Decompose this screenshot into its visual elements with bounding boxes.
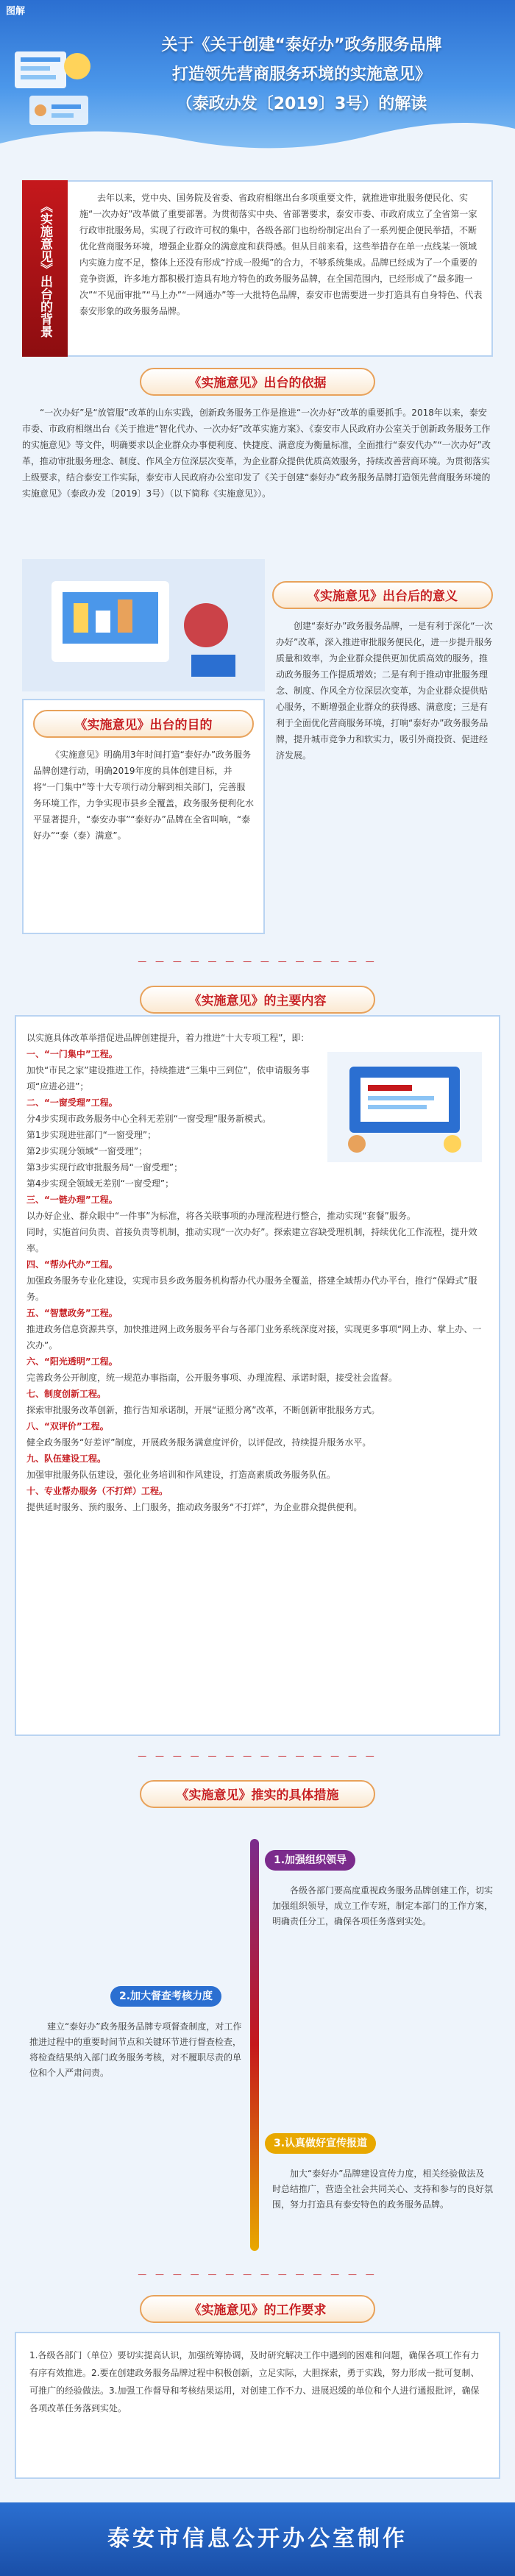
main-text-item: 推进政务信息资源共享，加快推进网上政务服务平台与各部门业务系统深度对接，实现更多事项“网上办、掌上办、一次办”。 [26, 1324, 482, 1351]
background-text: 去年以来，党中央、国务院及省委、省政府相继出台多项重要文件，就推进审批服务便民化、实施“一次办好”改革做了重要部署。为贯彻落实中央、省部署要求，泰安市委、市政府成立了全省第一家行政审批服务局，实现了行政许可权的集中，各级各部门也纷纷制定出台了一系列便企便民举措，不断优化营商服务环境，增强企业群众的满意度和获得感。但从目前来看，这些举措存在单一点线某一领域内实施力度不足，整体上还没有形成“拧成一股绳”的合力，不够系统集成。品牌已经成为了一个重要的竞争资源，许多地方都积极打造具有地方特色的政务服务品牌，在全国范围内，已经形成了“最多跑一次”“不见面审批”“马上办”“一网通办”等一大批特色品牌，泰安市也需要进一步打造具有自身特色、代表泰安形象的政务服务品牌。 [79, 193, 483, 316]
meaning-illustration-icon [22, 559, 265, 691]
main-illustration-icon [327, 1052, 482, 1162]
measure-step-text: 各级各部门要高度重视政务服务品牌创建工作，切实加强组织领导，成立工作专班，制定本部门的工作方案，明确责任分工，确保各项任务落到实处。 [272, 1885, 494, 1926]
measure-step-label: 1.加强组织领导 [265, 1850, 355, 1871]
footer-credit: 泰安市信息公开办公室制作 [0, 2502, 515, 2576]
main-heading-item: 一、“一门集中”工程。 [26, 1049, 118, 1059]
measures-timeline [250, 1839, 259, 2251]
main-heading-item: 三、“一链办理”工程。 [26, 1195, 118, 1205]
purpose-section-title: 《实施意见》出台的目的 [33, 710, 254, 738]
main-text-item: 健全政务服务“好差评”制度，开展政务服务满意度评价，以评促改，持续提升服务水平。 [26, 1437, 372, 1448]
measure-step-text: 建立“泰好办”政务服务品牌专项督查制度，对工作推进过程中的重要时间节点和关键环节进行督查检查，将检查结果纳入部门政务服务考核，对不履职尽责的单位和个人严肃问责。 [29, 2021, 242, 2078]
measure-step-label: 2.加大督查考核力度 [110, 1986, 221, 2007]
basis-text: “一次办好”是“放管服”改革的山东实践，创新政务服务工作是推进“一次办好”改革的重要抓手。2018年以来，泰安市委、市政府相继出台《关于推进“智化代办、一次办好”改革实施方案》、《泰安市人民政府办公室关于创新政务服务工作的实施意见》等文件，明确要求以企业群众办事便利度、快捷度、满意度为衡量标准，全面推行“泰安代办”“一次办好”改革，推动审批服务理念、制度、作风全方位深层次变革，为企业群众提供优质高效服务，持续改善营商环境。为贯彻落实上级要求，结合泰安工作实际，泰安市人民政府办公室印发了《关于创建“泰好办”政务服务品牌打造领先营商服务环境的实施意见》（泰政办发〔2019〕3号）（以下简称《实施意见》）。 [22, 408, 491, 499]
main-text-item: 以实施具体改革举措促进品牌创建提升，着力推进“十大专项工程”，即： [26, 1033, 310, 1043]
main-text-item: 以办好企业、群众眼中“一件事”为标准，将各关联事项的办理流程进行整合，推动实现“套餐”服务。 [26, 1211, 416, 1221]
page-title [103, 31, 500, 119]
main-heading-item: 十、专业帮办服务（不打烊）工程。 [26, 1486, 168, 1496]
basis-section-title: 《实施意见》出台的依据 [140, 368, 375, 396]
requirements-section-title: 《实施意见》的工作要求 [140, 2295, 375, 2323]
title-line-2: 打造领先营商服务环境的实施意见》 [171, 65, 431, 84]
main-text-item: 加强政务服务专业化建设，实现市县乡政务服务机构帮办代办服务全覆盖，搭建全域帮办代办平台，推行“保姆式”服务。 [26, 1275, 477, 1302]
main-text-item: 第4步实现全领域无差别“一窗受理”； [26, 1178, 174, 1189]
main-text-item: 提供延时服务、预约服务、上门服务，推动政务服务“不打烊”，为企业群众提供便利。 [26, 1502, 363, 1512]
main-heading-item: 八、“双评价”工程。 [26, 1421, 109, 1431]
title-line-3: （泰政办发〔2019〕3号）的解读 [176, 95, 427, 113]
purpose-text: 《实施意见》明确用3年时间打造“泰好办”政务服务品牌创建行动，明确2019年度的具体创建目标，并将“一门集中”等十大专项行动分解到相关部门，完善服务环境工作，力争实现市县乡全覆盖，政务服务便利化水平显著提升，“泰安办事”“泰好办”品牌在全省叫响，“泰好办”“泰（泰）满意”。 [33, 750, 255, 841]
main-heading-item: 五、“智慧政务”工程。 [26, 1308, 118, 1318]
main-text-item: 探索审批服务改革创新，推行告知承诺制，开展“证照分离”改革，不断创新审批服务方式。 [26, 1405, 380, 1415]
main-text-item: 第1步实现进驻部门“一窗受理”； [26, 1130, 157, 1140]
main-text-item: 同时，实施首问负责、首接负责等机制，推动实现“一次办好”。探索建立容缺受理机制，持续优化工作流程，提升效率。 [26, 1227, 477, 1253]
background-side-label: 《实施意见》出台的背景 [22, 180, 68, 357]
main-heading-item: 九、队伍建设工程。 [26, 1454, 107, 1464]
main-text-item: 分4步实现市政务服务中心全科无差别“一窗受理”服务新模式。 [26, 1114, 271, 1124]
meaning-text: 创建“泰好办”政务服务品牌，一是有利于深化“一次办好”改革，深入推进审批服务便民化，进一步提升服务质量和效率，为企业群众提供更加优质高效的服务，推动政务服务工作提质增效；二是有利于推动审批服务理念、制度、作风全方位深层次变革，为企业群众提供贴心服务，不断增强企业群众的获得感、满意度；三是有利于全面优化营商服务环境，打响“泰好办”政务服务品牌，提升城市竞争力和软实力，吸引外商投资、促进经济发展。 [276, 621, 493, 761]
header-hill-decoration [0, 114, 515, 158]
main-heading-item: 二、“一窗受理”工程。 [26, 1097, 118, 1108]
main-section-title: 《实施意见》的主要内容 [140, 986, 375, 1014]
main-text-item: 加强审批服务队伍建设，强化业务培训和作风建设，打造高素质政务服务队伍。 [26, 1470, 336, 1480]
measure-step-text: 加大“泰好办”品牌建设宣传力度，相关经验做法及时总结推广，营造全社会共同关心、支持和参与的良好氛围，努力打造具有泰安特色的政务服务品牌。 [272, 2168, 494, 2210]
title-line-1: 关于《关于创建“泰好办”政务服务品牌 [161, 36, 442, 54]
main-text-item: 完善政务公开制度，统一规范办事指南，公开服务事项、办理流程、承诺时限，接受社会监督。 [26, 1373, 398, 1383]
badge-label: 图解 [6, 6, 26, 17]
section-divider: — — — — — — — — — — — — — — [138, 956, 377, 967]
main-text-item: 第3步实现行政审批服务局“一窗受理”； [26, 1162, 183, 1173]
section-divider-2: — — — — — — — — — — — — — — [138, 1751, 377, 1761]
section-divider-3: — — — — — — — — — — — — — — [138, 2269, 377, 2280]
meaning-section-title: 《实施意见》出台后的意义 [272, 581, 493, 609]
main-heading-item: 七、制度创新工程。 [26, 1389, 107, 1399]
main-text-item: 加快“市民之家”建设推进工作，持续推进“三集中三到位”，依申请服务事项“应进必进”； [26, 1065, 310, 1092]
main-text-item: 第2步实现分领域“一窗受理”； [26, 1146, 148, 1156]
header-banner [0, 0, 515, 158]
main-heading-item: 四、“帮办代办”工程。 [26, 1259, 118, 1270]
requirements-text: 1.各级各部门（单位）要切实提高认识，加强统筹协调，及时研究解决工作中遇到的困难和问题，确保各项工作有力有序有效推进。2.要在创建政务服务品牌过程中积极创新，立足实际，大胆探索，勇于实践，努力形成一批可复制、可推广的经验做法。3.加强工作督导和考核结果运用，对创建工作不力、进展迟缓的单位和个人进行通报批评，确保各项改革任务落到实处。 [29, 2350, 480, 2413]
measure-step-label: 3.认真做好宣传报道 [265, 2133, 376, 2154]
main-heading-item: 六、“阳光透明”工程。 [26, 1356, 118, 1367]
measures-section-title: 《实施意见》推实的具体措施 [140, 1780, 375, 1808]
